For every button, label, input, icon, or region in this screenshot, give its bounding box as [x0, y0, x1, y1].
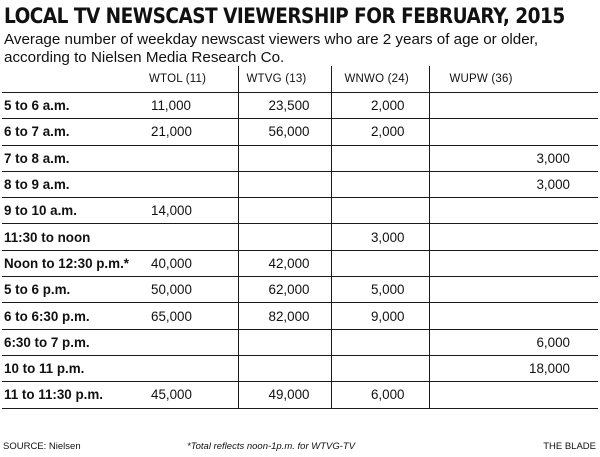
time-slot-label: 11 to 11:30 p.m. — [2, 382, 141, 408]
wupw-value — [429, 198, 598, 224]
wtvg-value: 23,500 — [238, 93, 331, 119]
publication-credit: THE BLADE — [543, 441, 596, 452]
wtvg-value: 42,000 — [238, 250, 331, 276]
wtol-value: 11,000 — [141, 93, 238, 119]
table-row — [2, 145, 598, 171]
wnwo-value: 2,000 — [331, 93, 429, 119]
time-slot-label: 8 to 9 a.m. — [2, 171, 141, 197]
table-row — [2, 329, 598, 355]
wupw-value — [429, 382, 598, 408]
source-credit: SOURCE: Nielsen — [3, 441, 81, 452]
wupw-value: 6,000 — [429, 329, 598, 355]
wtvg-value: 62,000 — [238, 277, 331, 303]
wupw-value — [429, 277, 598, 303]
wtvg-value — [238, 145, 331, 171]
time-slot-label: 11:30 to noon — [2, 224, 141, 250]
viewership-table — [2, 66, 598, 409]
column-header-wupw: WUPW (36) — [429, 66, 598, 93]
wtvg-value — [238, 224, 331, 250]
wtol-value: 14,000 — [141, 198, 238, 224]
wnwo-value: 2,000 — [331, 119, 429, 145]
wtol-value: 45,000 — [141, 382, 238, 408]
wnwo-value — [331, 329, 429, 355]
time-slot-label: Noon to 12:30 p.m.* — [2, 250, 141, 276]
table-row — [2, 93, 598, 119]
page-title: LOCAL TV NEWSCAST VIEWERSHIP FOR FEBRUARY, 2015 — [4, 4, 565, 29]
wtol-value: 50,000 — [141, 277, 238, 303]
table-row — [2, 224, 598, 250]
wtol-value — [141, 224, 238, 250]
page-subtitle: Average number of weekday newscast viewers who are 2 years of age or older, according to Nielsen Media Research Co. — [4, 31, 539, 66]
wtvg-value: 56,000 — [238, 119, 331, 145]
time-slot-label: 7 to 8 a.m. — [2, 145, 141, 171]
time-slot-label: 10 to 11 p.m. — [2, 355, 141, 381]
wtol-value — [141, 171, 238, 197]
column-header-wtol: WTOL (11) — [149, 73, 207, 85]
wnwo-value: 5,000 — [331, 277, 429, 303]
table-row — [2, 171, 598, 197]
time-slot-label: 5 to 6 a.m. — [2, 93, 141, 119]
wtol-value: 65,000 — [141, 303, 238, 329]
wtol-value: 40,000 — [141, 250, 238, 276]
wtol-value — [141, 329, 238, 355]
time-slot-label: 5 to 6 p.m. — [2, 277, 141, 303]
row-label-header — [2, 66, 141, 93]
wupw-value: 18,000 — [429, 355, 598, 381]
time-slot-label: 9 to 10 a.m. — [2, 198, 141, 224]
table-header-row — [2, 66, 598, 93]
table-row — [2, 382, 598, 408]
footnote: *Total reflects noon-1p.m. for WTVG-TV — [187, 441, 356, 452]
wnwo-value — [331, 145, 429, 171]
wnwo-value: 9,000 — [331, 303, 429, 329]
wtvg-value — [238, 171, 331, 197]
table-row — [2, 119, 598, 145]
table-row — [2, 277, 598, 303]
wtvg-value — [238, 355, 331, 381]
wnwo-value: 6,000 — [331, 382, 429, 408]
wnwo-value — [331, 250, 429, 276]
wupw-value: 3,000 — [429, 171, 598, 197]
wnwo-value — [331, 198, 429, 224]
table-row — [2, 198, 598, 224]
wupw-value — [429, 224, 598, 250]
wupw-value — [429, 303, 598, 329]
wtvg-value — [238, 329, 331, 355]
wnwo-value — [331, 171, 429, 197]
wtol-value: 21,000 — [141, 119, 238, 145]
wupw-value — [429, 250, 598, 276]
wtvg-value — [238, 198, 331, 224]
wnwo-value — [331, 355, 429, 381]
column-header-wnwo: WNWO (24) — [331, 66, 429, 93]
wupw-value — [429, 93, 598, 119]
wnwo-value: 3,000 — [331, 224, 429, 250]
wtvg-value: 82,000 — [238, 303, 331, 329]
wupw-value: 3,000 — [429, 145, 598, 171]
wupw-value — [429, 119, 598, 145]
time-slot-label: 6 to 6:30 p.m. — [2, 303, 141, 329]
column-header-wtvg: WTVG (13) — [238, 66, 331, 93]
table-row — [2, 303, 598, 329]
wtvg-value: 49,000 — [238, 382, 331, 408]
time-slot-label: 6:30 to 7 p.m. — [2, 329, 141, 355]
table-row — [2, 355, 598, 381]
wtol-value — [141, 355, 238, 381]
table-row — [2, 250, 598, 276]
time-slot-label: 6 to 7 a.m. — [2, 119, 141, 145]
wtol-value — [141, 145, 238, 171]
